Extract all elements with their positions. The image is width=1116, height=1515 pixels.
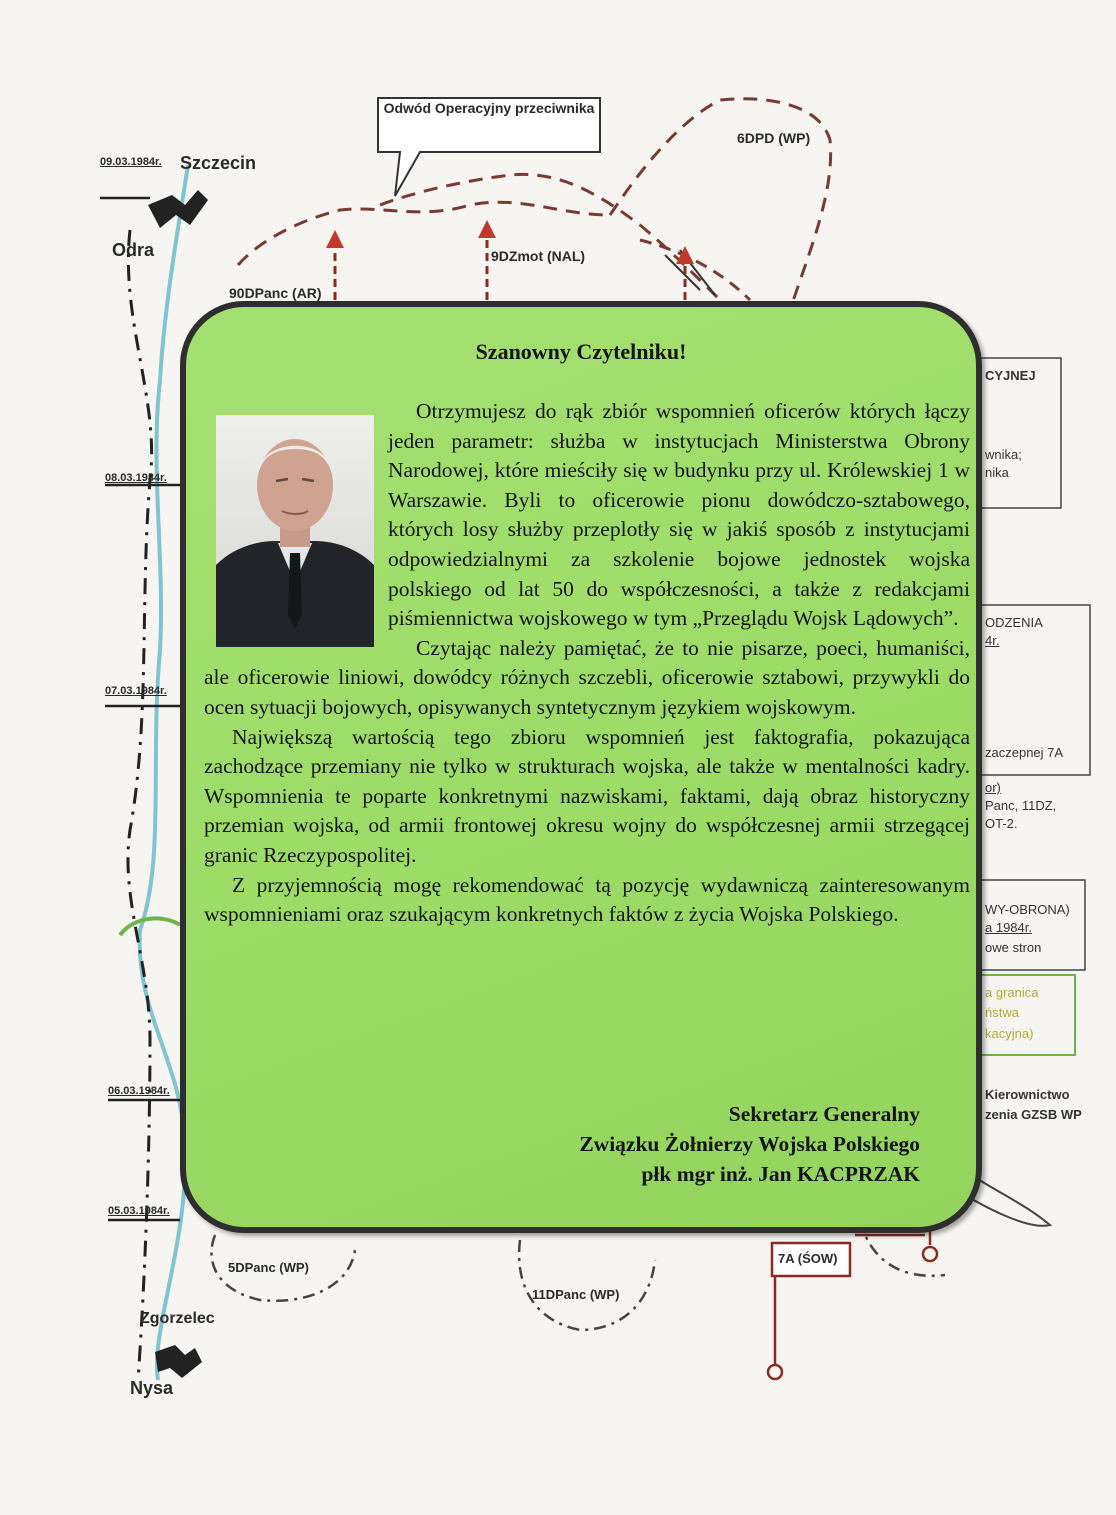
map-fragment: ństwa: [985, 1005, 1019, 1020]
date-label: 05.03.1984r.: [108, 1205, 170, 1217]
date-label: 09.03.1984r.: [100, 156, 162, 168]
letter-paragraph: Otrzymujesz do rąk zbiór wspomnień oficerów których łączy jeden parametr: służba w instytucjach Ministerstwa Obrony Narodowej, które mieściły się w budynku przy ul. Królewskiej 1 w Warszawie. Byli to oficerowie pionu dowódczo-sztabowego, których losy służby przeplotły się w jakiś sposób z instytucjami odpowiedzialnymi za szkolenie bojowe jednostek wojska polskiego od lat 50 do współczesności, a także z redakcjami piśmiennictwa wojskowego w tym „Przeglądu Wojsk Lądowych”.: [388, 399, 970, 631]
unit-label: 6DPD (WP): [737, 130, 811, 146]
signature-organization: Związku Żołnierzy Wojska Polskiego: [579, 1132, 920, 1156]
letter-paragraph: Czytając należy pamiętać, że to nie pisarze, poeci, humaniści, ale oficerowie liniowi, dowódcy różnych szczebli, oficerowie sztabowi, przywykli do ocen sytuacji bojowych, opisywanych syntetycznym językiem wojskowym.: [204, 635, 970, 719]
map-fragment: CYJNEJ: [985, 368, 1036, 383]
map-fragment: nika: [985, 465, 1009, 480]
signature-block: [579, 1099, 920, 1189]
letter-paragraph: Największą wartością tego zbioru wspomnień jest faktografia, pokazująca zachodzące przemiany nie tylko w strukturach wojska, ale także w mentalności kadry. Wspomnienia te poparte konkretnymi nazwiskami, faktami, dają obraz historyczny przemian wojska, od armii frontowej okresu wojny do współczesnej armii strzegącej granic Rzeczypospolitej.: [204, 724, 970, 867]
map-fragment: kacyjna): [985, 1026, 1034, 1041]
date-label: 07.03.1984r.: [105, 685, 167, 697]
map-fragment: zaczepnej 7A: [985, 745, 1064, 760]
map-fragment: 4r.: [985, 633, 1000, 648]
signature-title: Sekretarz Generalny: [728, 1102, 920, 1126]
map-fragment: zenia GZSB WP: [985, 1107, 1082, 1122]
unit-label: 9DZmot (NAL): [491, 248, 586, 264]
unit-label: 11DPanc (WP): [532, 1287, 620, 1302]
map-fragment: wnika;: [985, 447, 1022, 462]
letter-card: [180, 301, 982, 1233]
unit-label: 5DPanc (WP): [228, 1260, 309, 1275]
map-fragment: a 1984r.: [985, 920, 1032, 935]
map-fragment: or): [985, 780, 1001, 795]
unit-label: 90DPanc (AR): [229, 285, 322, 301]
letter-heading: Szanowny Czytelniku!: [475, 339, 687, 364]
nysa-mark: [155, 1345, 202, 1378]
city-szczecin: Szczecin: [180, 153, 257, 173]
date-label: 08.03.1984r.: [105, 472, 167, 484]
city-zgorzelec: Zgorzelec: [140, 1310, 215, 1327]
map-fragment: OT-2.: [985, 816, 1018, 831]
river-label: Odra: [112, 240, 155, 260]
callout-label: Odwód Operacyjny przeciwnika: [383, 100, 595, 116]
map-fragment: ODZENIA: [985, 615, 1043, 630]
map-fragment: a granica: [985, 985, 1039, 1000]
map-fragment: Kierownictwo: [985, 1087, 1070, 1102]
green-line: [120, 918, 180, 935]
map-fragment: WY-OBRONA): [985, 902, 1070, 917]
city-nysa: Nysa: [130, 1378, 174, 1398]
signature-name: płk mgr inż. Jan KACPRZAK: [641, 1162, 920, 1186]
unit-label: 7A (ŚOW): [778, 1251, 838, 1266]
date-label: 06.03.1984r.: [108, 1085, 170, 1097]
map-fragment: owe stron: [985, 940, 1042, 955]
letter-body: [204, 397, 970, 930]
letter-paragraph: Z przyjemnością mogę rekomendować tą pozycję wydawniczą zainteresowanym wspomnieniami oraz szukającym konkretnych faktów z życia Wojska Polskiego.: [204, 872, 970, 927]
map-fragment: Panc, 11DZ,: [985, 798, 1057, 813]
